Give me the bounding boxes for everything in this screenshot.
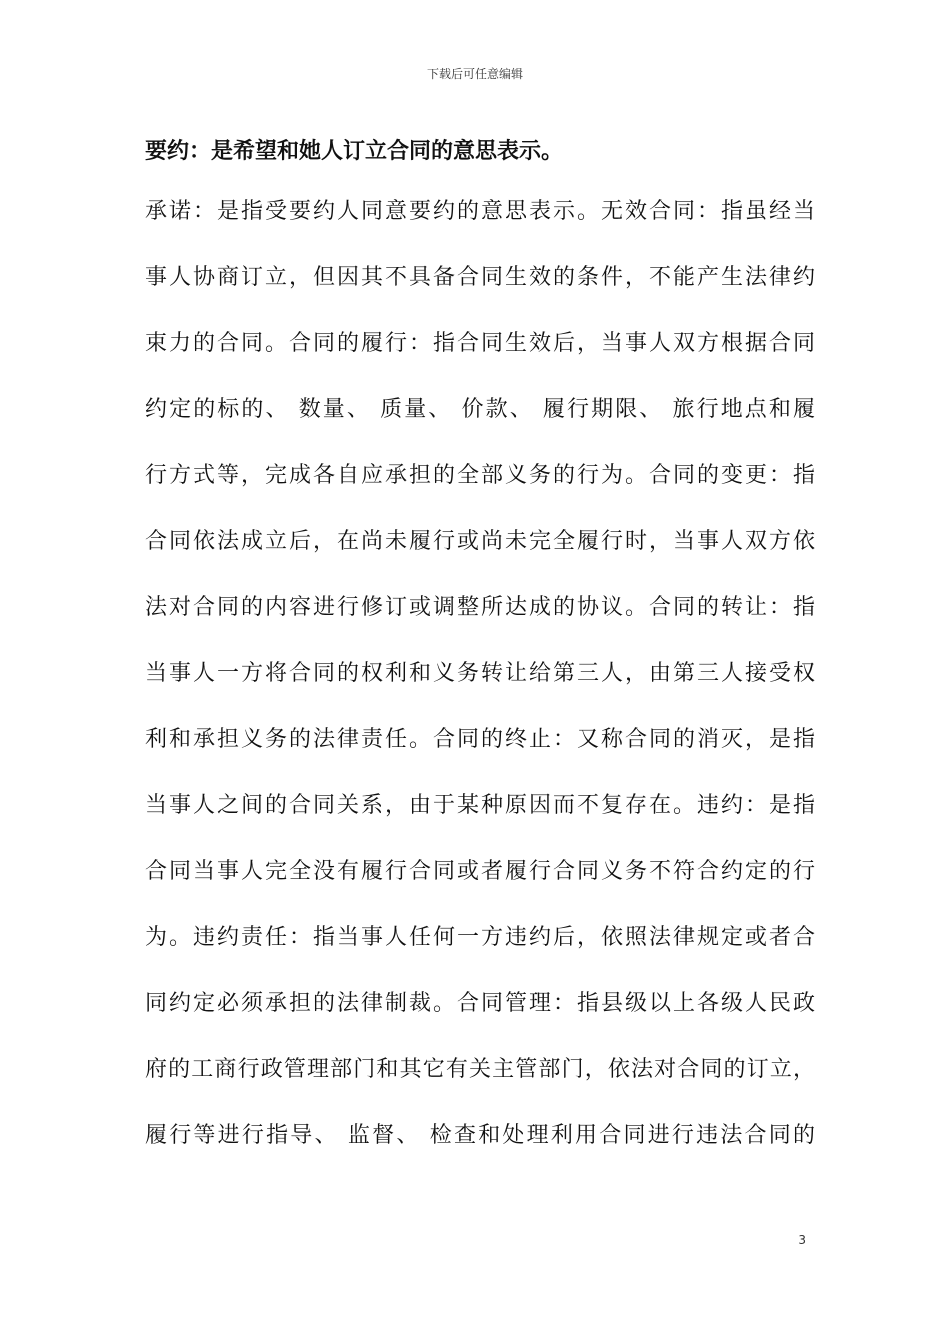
- body-line: 同约定必须承担的法律制裁。合同管理：指县级以上各级人民政: [145, 991, 815, 1016]
- body-line: 府的工商行政管理部门和其它有关主管部门，依法对合同的订立，: [145, 1057, 815, 1082]
- body-line: 合同依法成立后，在尚未履行或尚未完全履行时，当事人双方依: [145, 529, 815, 554]
- body-line: 当事人一方将合同的权利和义务转让给第三人，由第三人接受权: [145, 661, 815, 686]
- body-text: [145, 192, 815, 1182]
- body-line: 法对合同的内容进行修订或调整所达成的协议。合同的转让：指: [145, 595, 815, 620]
- body-line: 为。违约责任：指当事人任何一方违约后，依照法律规定或者合: [145, 925, 815, 950]
- body-line: 约定的标的、 数量、 质量、 价款、 履行期限、 旅行地点和履: [145, 397, 815, 422]
- body-line: 利和承担义务的法律责任。合同的终止：又称合同的消灭，是指: [145, 727, 815, 752]
- body-line: 事人协商订立，但因其不具备合同生效的条件，不能产生法律约: [145, 265, 815, 290]
- page-number: 3: [798, 1233, 806, 1247]
- section-heading: 要约：是希望和她人订立合同的意思表示。: [145, 139, 564, 164]
- body-line: 合同当事人完全没有履行合同或者履行合同义务不符合约定的行: [145, 859, 815, 884]
- body-line: 承诺：是指受要约人同意要约的意思表示。无效合同：指虽经当: [145, 199, 815, 224]
- body-line: 束力的合同。合同的履行：指合同生效后，当事人双方根据合同: [145, 331, 815, 356]
- body-line: 履行等进行指导、 监督、 检查和处理利用合同进行违法合同的: [145, 1123, 815, 1148]
- body-line: 当事人之间的合同关系，由于某种原因而不复存在。违约：是指: [145, 793, 815, 818]
- body-line: 行方式等，完成各自应承担的全部义务的行为。合同的变更：指: [145, 463, 815, 488]
- page-header: 下载后可任意编辑: [426, 67, 523, 81]
